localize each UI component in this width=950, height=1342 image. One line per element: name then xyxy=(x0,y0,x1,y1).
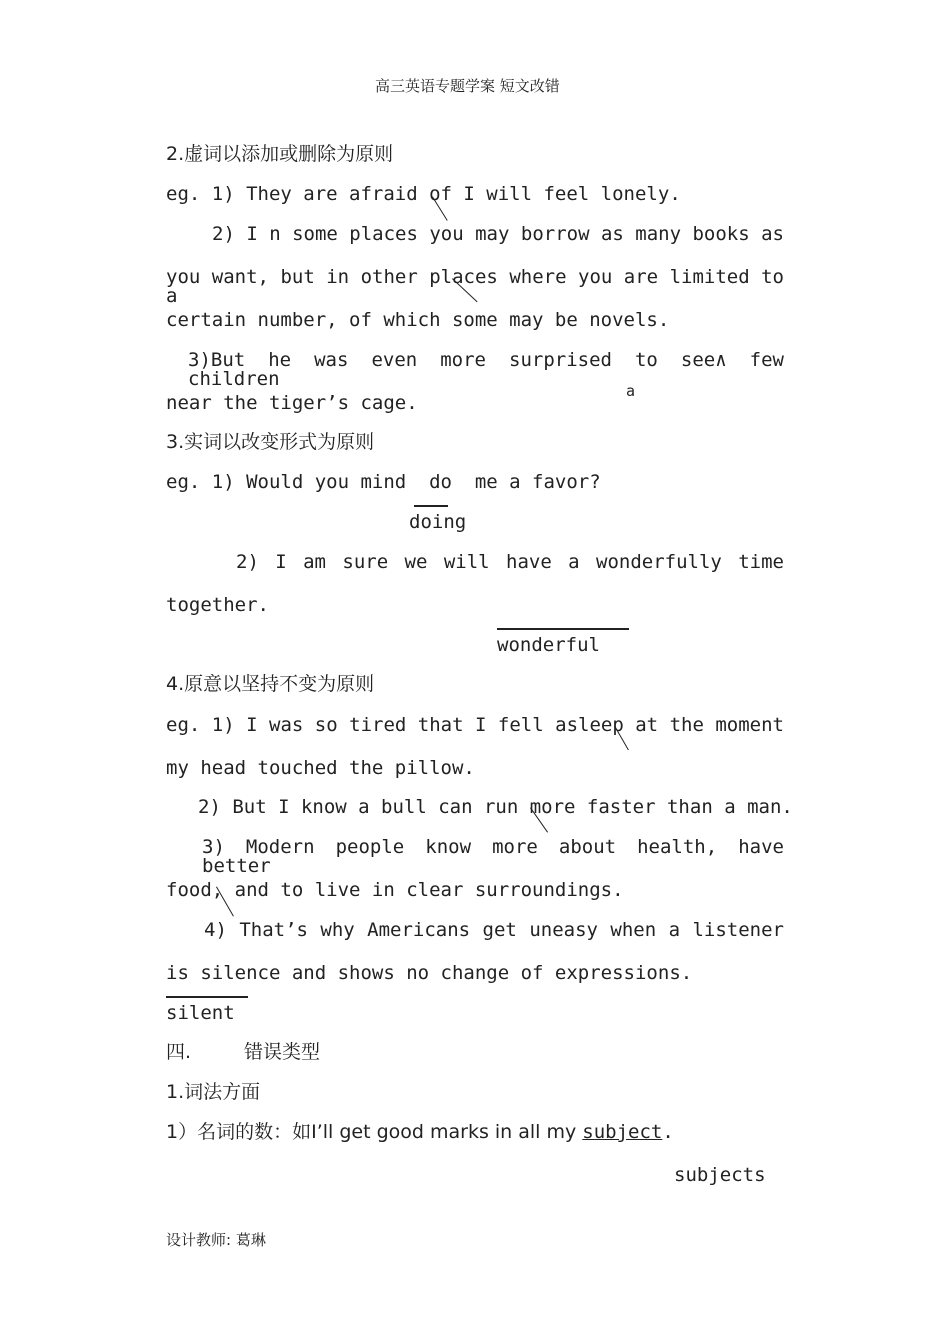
page-header-title: 高三英语专题学案 短文改错 xyxy=(375,77,560,95)
error-types-heading-number: 四. xyxy=(166,1041,192,1063)
noun-number-error-word: subject xyxy=(582,1121,663,1143)
s2-example-2-line-2: you want, but in other places where you are limited to a xyxy=(166,266,784,307)
s2-example-2-line-3: certain number, of which some may be novels. xyxy=(166,309,670,331)
s4-example-4-correction: silent xyxy=(166,1002,235,1024)
s2-example-1: eg. 1) They are afraid of I will feel lonely. xyxy=(166,183,681,205)
section-2-heading: 2.虚词以添加或删除为原则 xyxy=(166,143,394,165)
noun-number-suffix: . xyxy=(662,1121,674,1143)
s4-example-1-line-1: eg. 1) I was so tired that I fell asleep at the moment xyxy=(166,714,784,736)
s3-example-1-correction: doing xyxy=(409,511,467,533)
section-3-heading: 3.实词以改变形式为原则 xyxy=(166,431,375,453)
error-types-heading: 错误类型 xyxy=(244,1041,321,1063)
s3-example-2-correction: wonderful xyxy=(497,634,600,656)
s2-example-3-line-2: near the tiger’s cage. xyxy=(166,392,418,414)
s3-example-2-line-2: together. xyxy=(166,594,269,616)
s4-example-2: 2) But I know a bull can run more faster than a man. xyxy=(198,796,793,818)
noun-number-prefix: 1）名词的数：如I’ll get good marks in all my xyxy=(166,1121,583,1143)
s4-example-3-line-1: 3) Modern people know more about health, have better xyxy=(202,836,784,877)
s2-example-3-line-1: 3)But he was even more surprised to see∧ few children xyxy=(188,349,784,390)
s4-example-1-line-2: my head touched the pillow. xyxy=(166,757,475,779)
s4-example-3-line-2: food, and to live in clear surroundings. xyxy=(166,879,624,901)
s3-example-1: eg. 1) Would you mind do me a favor? xyxy=(166,471,601,493)
correction-underline xyxy=(166,996,248,998)
noun-number-correction: subjects xyxy=(674,1164,766,1186)
lexical-subheading: 1.词法方面 xyxy=(166,1081,261,1103)
s3-example-2-line-1: 2) I am sure we will have a wonderfully time xyxy=(236,551,784,573)
noun-number-item xyxy=(166,1123,674,1142)
section-4-heading: 4.原意以坚持不变为原则 xyxy=(166,673,375,695)
s4-example-4-line-2: is silence and shows no change of expressions. xyxy=(166,962,693,984)
footer-designer: 设计教师: 葛琳 xyxy=(166,1231,266,1249)
correction-underline xyxy=(497,628,629,630)
s2-example-2-line-1: 2) I n some places you may borrow as many books as xyxy=(212,223,784,245)
correction-underline xyxy=(414,505,448,507)
s4-example-4-line-1: 4) That’s why Americans get uneasy when a listener xyxy=(204,919,784,941)
s2-example-3-correction: a xyxy=(626,382,636,400)
